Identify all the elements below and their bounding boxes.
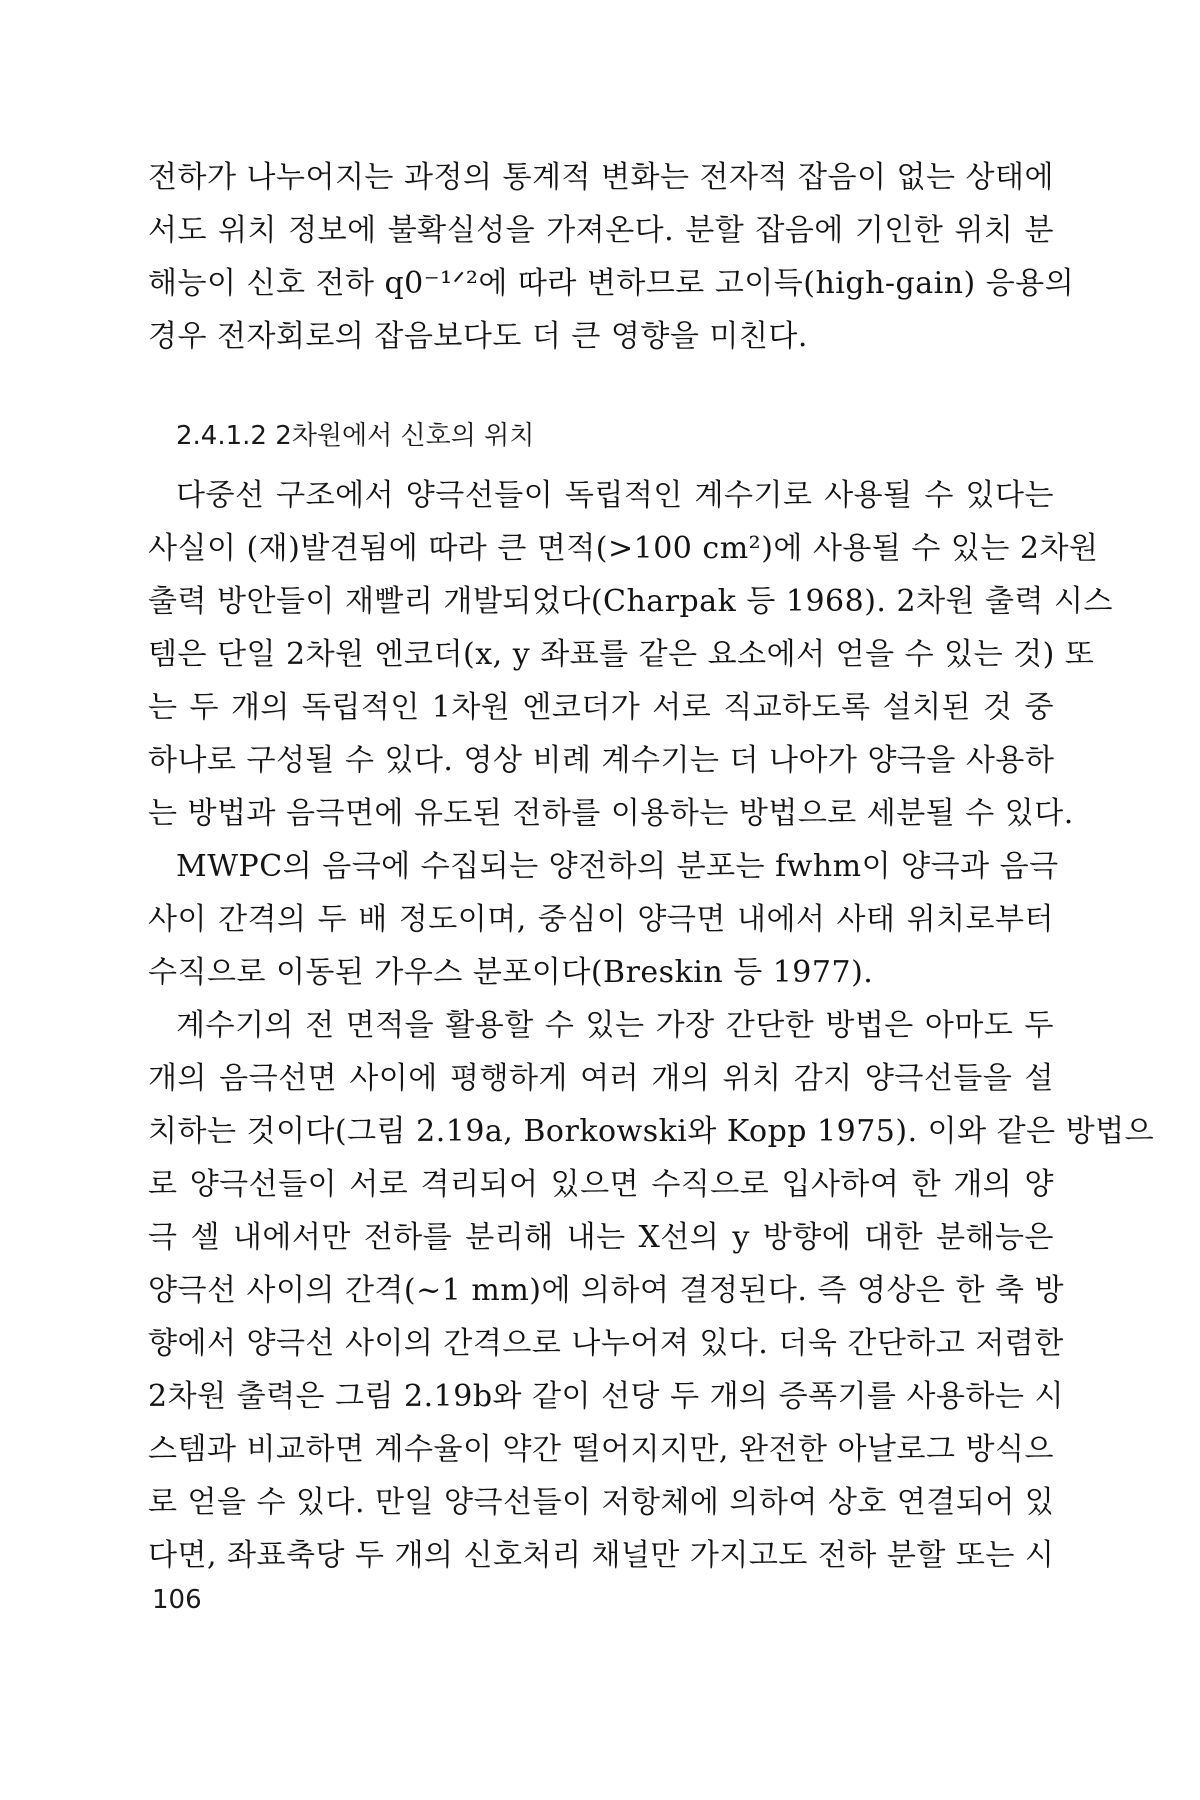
text-line: 는 방법과 음극면에 유도된 전하를 이용하는 방법으로 세분될 수 있다. (148, 796, 1074, 831)
section-heading: 2.4.1.2 2차원에서 신호의 위치 (176, 421, 535, 451)
text-line: 는 두 개의 독립적인 1차원 엔코더가 서로 직교하도록 설치된 것 중 (148, 690, 1054, 725)
text-line: 사이 간격의 두 배 정도이며, 중심이 양극면 내에서 사태 위치로부터 (148, 902, 1054, 937)
text-line: 계수기의 전 면적을 활용할 수 있는 가장 간단한 방법은 아마도 두 (176, 1008, 1054, 1043)
text-line: 사실이 (재)발견됨에 따라 큰 면적(>100 cm²)에 사용될 수 있는 2차원 (148, 531, 1099, 566)
text-line: 경우 전자회로의 잡음보다도 더 큰 영향을 미친다. (148, 319, 808, 354)
text-line: 2차원 출력은 그림 2.19b와 같이 선당 두 개의 증폭기를 사용하는 시 (148, 1379, 1064, 1414)
text-line: 해능이 신호 전하 q0⁻¹ᐟ²에 따라 변하므로 고이득(high-gain) 응용의 (148, 266, 1075, 301)
text-line: 다면, 좌표축당 두 개의 신호처리 채널만 가지고도 전하 분할 또는 시 (148, 1538, 1055, 1573)
text-line: 개의 음극선면 사이에 평행하게 여러 개의 위치 감지 양극선들을 설 (148, 1061, 1054, 1096)
text-line: 출력 방안들이 재빨리 개발되었다(Charpak 등 1968). 2차원 출력 시스 (148, 584, 1114, 619)
text-line: 서도 위치 정보에 불확실성을 가져온다. 분할 잡음에 기인한 위치 분 (148, 213, 1054, 248)
text-line: 로 양극선들이 서로 격리되어 있으면 수직으로 입사하여 한 개의 양 (148, 1167, 1054, 1202)
text-line: 전하가 나누어지는 과정의 통계적 변화는 전자적 잡음이 없는 상태에 (148, 160, 1054, 195)
text-line: MWPC의 음극에 수집되는 양전하의 분포는 fwhm이 양극과 음극 (176, 849, 1059, 884)
text-line: 수직으로 이동된 가우스 분포이다(Breskin 등 1977). (148, 955, 874, 990)
text-line: 양극선 사이의 간격(~1 mm)에 의하여 결정된다. 즉 영상은 한 축 방 (148, 1273, 1064, 1308)
text-line: 로 얻을 수 있다. 만일 양극선들이 저항체에 의하여 상호 연결되어 있 (148, 1485, 1055, 1520)
text-line: 템은 단일 2차원 엔코더(x, y 좌표를 같은 요소에서 얻을 수 있는 것) 또 (148, 637, 1095, 672)
text-line: 치하는 것이다(그림 2.19a, Borkowski와 Kopp 1975). 이와 같은 방법으 (148, 1114, 1155, 1149)
text-line: 다중선 구조에서 양극선들이 독립적인 계수기로 사용될 수 있다는 (176, 478, 1054, 513)
text-line: 하나로 구성될 수 있다. 영상 비례 계수기는 더 나아가 양극을 사용하 (148, 743, 1055, 778)
text-line: 극 셀 내에서만 전하를 분리해 내는 X선의 y 방향에 대한 분해능은 (148, 1220, 1054, 1255)
text-line: 스템과 비교하면 계수율이 약간 떨어지지만, 완전한 아날로그 방식으 (148, 1432, 1054, 1467)
page-number: 106 (152, 1585, 202, 1615)
text-line: 향에서 양극선 사이의 간격으로 나누어져 있다. 더욱 간단하고 저렴한 (148, 1326, 1064, 1361)
